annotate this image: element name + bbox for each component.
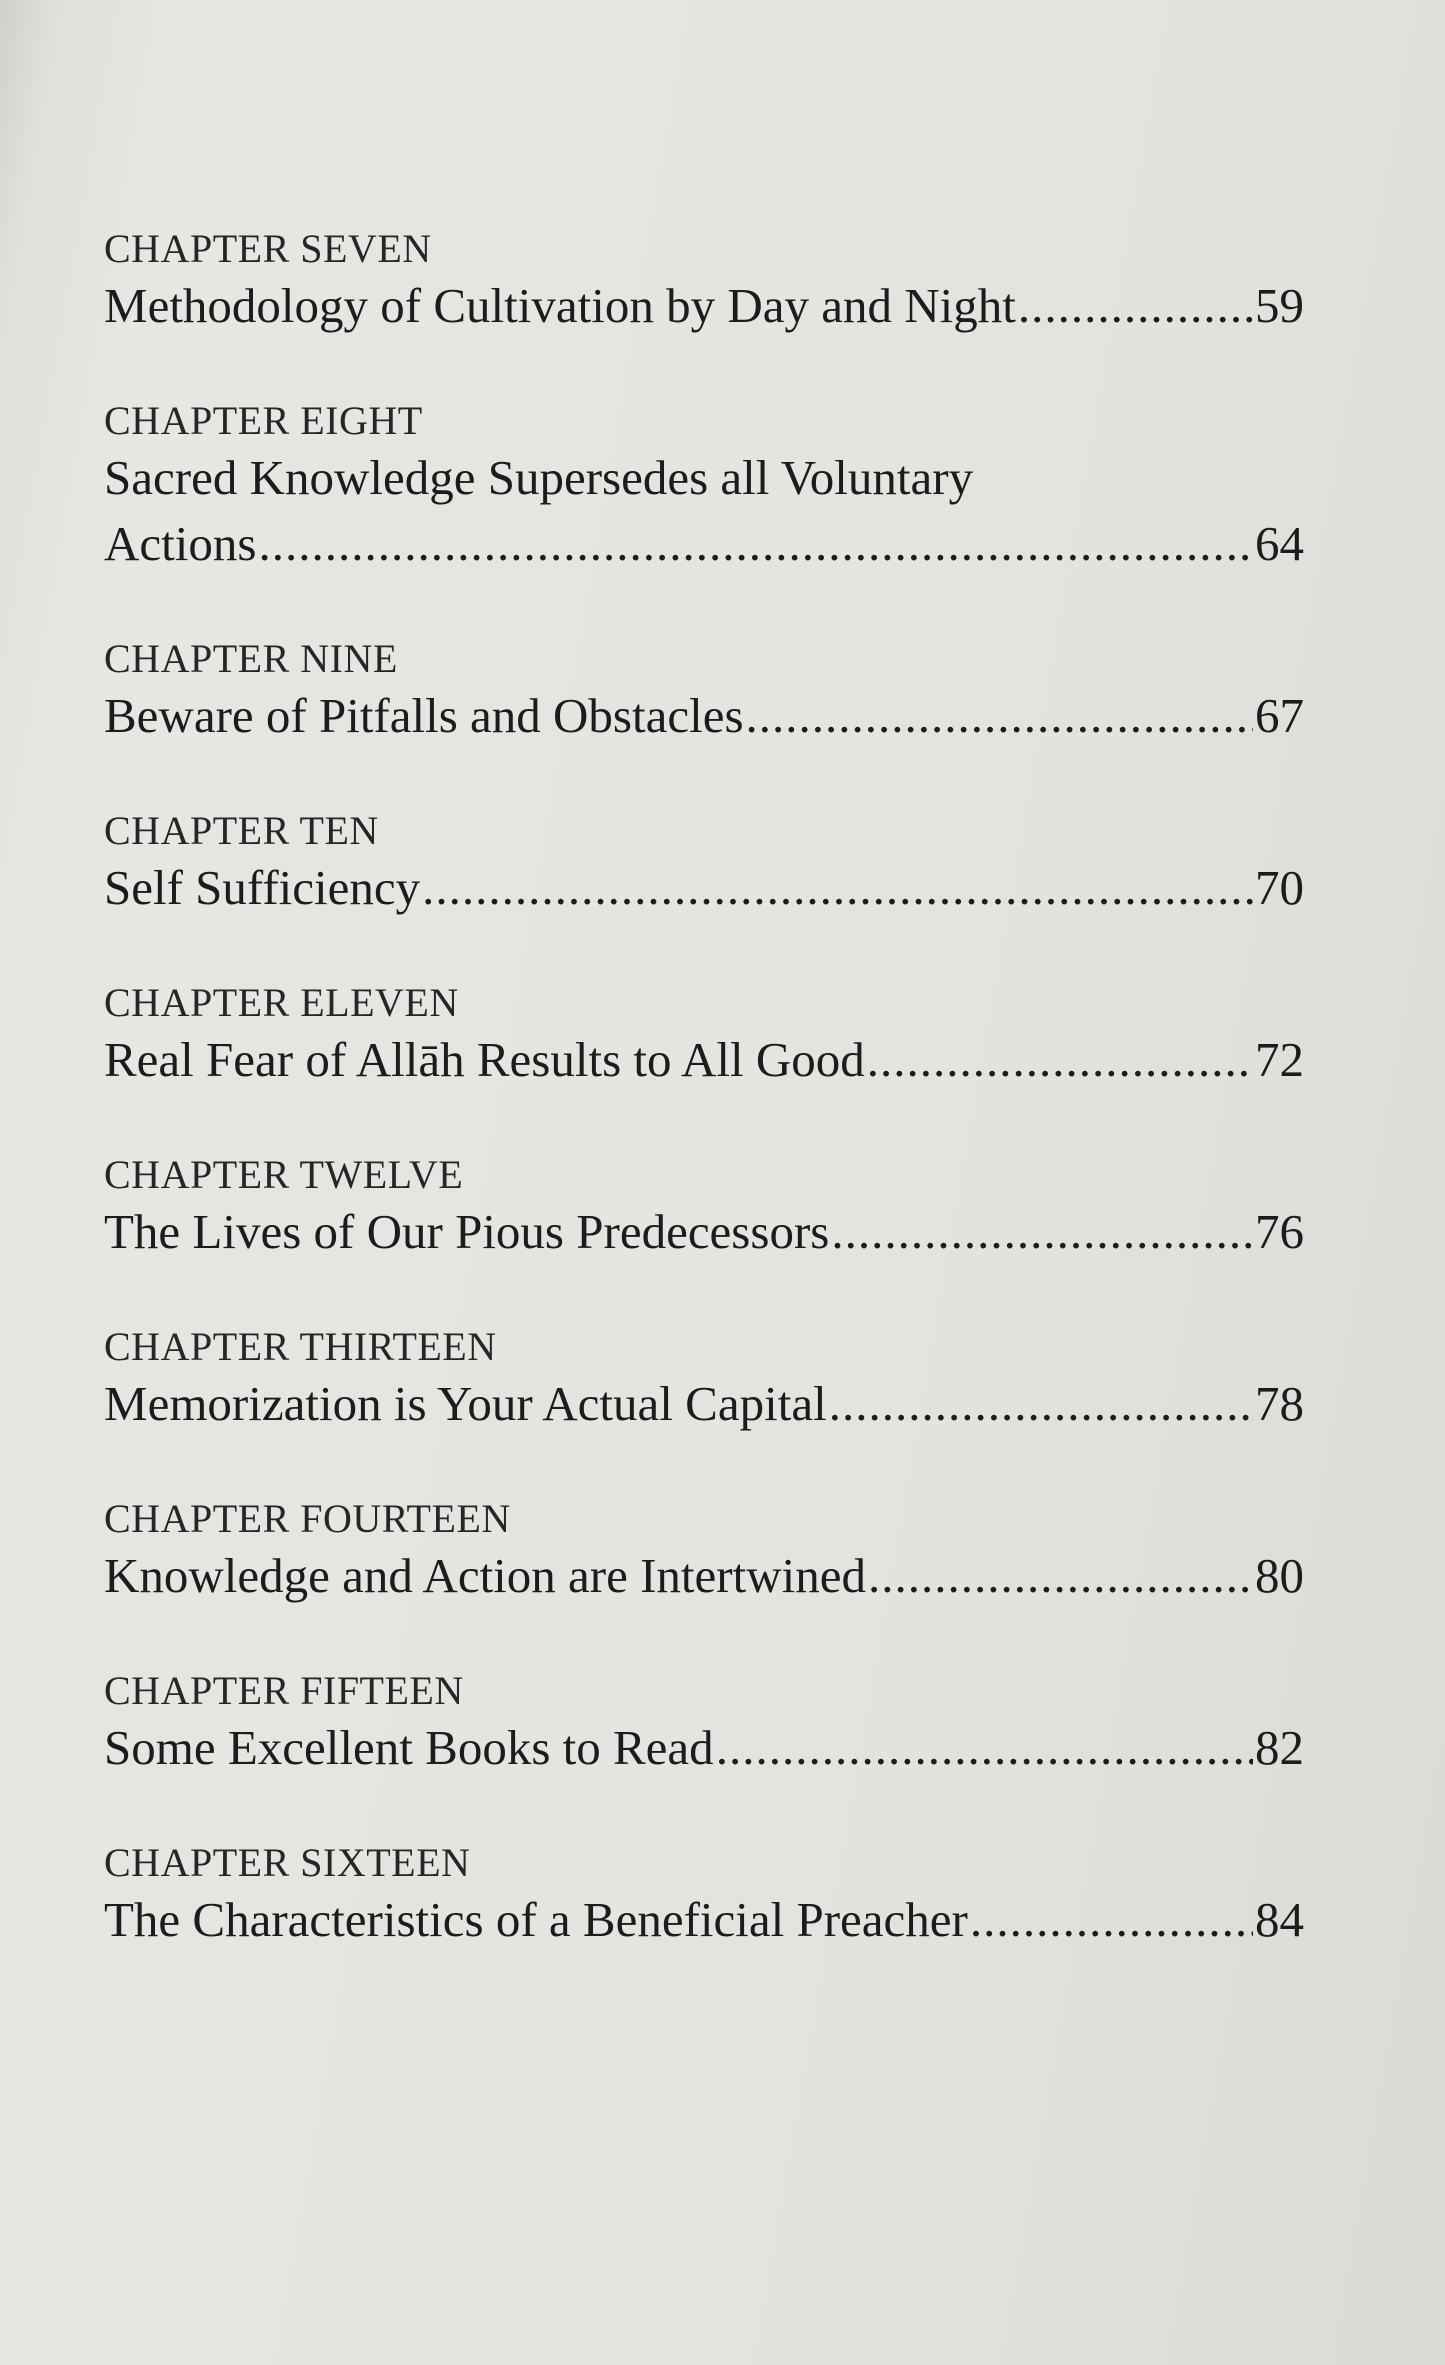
dot-leader: [1018, 273, 1253, 339]
chapter-label: CHAPTER SEVEN: [104, 226, 432, 271]
toc-entry-chapter-eight: [104, 397, 1334, 577]
dot-leader: [716, 1715, 1253, 1781]
toc-line: [104, 1199, 1304, 1265]
chapter-title: Some Excellent Books to Read: [104, 1720, 714, 1775]
toc-entry-chapter-thirteen: [104, 1323, 1334, 1437]
toc-line: [104, 1543, 1304, 1609]
table-of-contents: [104, 225, 1334, 2011]
toc-line: [104, 1371, 1304, 1437]
page-number: 59: [1255, 278, 1304, 333]
toc-entry-chapter-seven: [104, 225, 1334, 339]
toc-entry-chapter-fifteen: [104, 1667, 1334, 1781]
page-number: 76: [1255, 1204, 1304, 1259]
page-number: 84: [1255, 1892, 1304, 1947]
dot-leader: [970, 1887, 1253, 1953]
chapter-label: CHAPTER FOURTEEN: [104, 1496, 511, 1541]
dot-leader: [868, 1543, 1253, 1609]
chapter-title: Beware of Pitfalls and Obstacles: [104, 688, 744, 743]
chapter-title-line-1: Sacred Knowledge Supersedes all Voluntary: [104, 450, 974, 505]
toc-entry-chapter-ten: [104, 807, 1334, 921]
toc-entry-chapter-eleven: [104, 979, 1334, 1093]
toc-entry-chapter-sixteen: [104, 1839, 1334, 1953]
chapter-label: CHAPTER EIGHT: [104, 398, 423, 443]
page-number: 82: [1255, 1720, 1304, 1775]
page-number: 67: [1255, 688, 1304, 743]
toc-line: [104, 855, 1304, 921]
chapter-label: CHAPTER FIFTEEN: [104, 1668, 464, 1713]
chapter-label: CHAPTER NINE: [104, 636, 398, 681]
chapter-title: The Lives of Our Pious Predecessors: [104, 1204, 830, 1259]
toc-line: [104, 1715, 1304, 1781]
toc-entry-chapter-nine: [104, 635, 1334, 749]
toc-entry-chapter-fourteen: [104, 1495, 1334, 1609]
chapter-label: CHAPTER TEN: [104, 808, 379, 853]
chapter-title: Memorization is Your Actual Capital: [104, 1376, 827, 1431]
chapter-title: Self Sufficiency: [104, 860, 421, 915]
chapter-title: Methodology of Cultivation by Day and Night: [104, 278, 1016, 333]
page-number: 64: [1255, 516, 1304, 571]
toc-line: [104, 511, 1304, 577]
dot-leader: [746, 683, 1253, 749]
toc-line: [104, 683, 1304, 749]
toc-line: [104, 273, 1304, 339]
page-number: 72: [1255, 1032, 1304, 1087]
page-number: 78: [1255, 1376, 1304, 1431]
chapter-title: Knowledge and Action are Intertwined: [104, 1548, 866, 1603]
dot-leader: [829, 1371, 1253, 1437]
chapter-label: CHAPTER ELEVEN: [104, 980, 459, 1025]
toc-line: [104, 1027, 1304, 1093]
dot-leader: [867, 1027, 1253, 1093]
chapter-label: CHAPTER SIXTEEN: [104, 1840, 471, 1885]
chapter-title: Actions: [104, 516, 257, 571]
dot-leader: [258, 511, 1253, 577]
dot-leader: [831, 1199, 1253, 1265]
dot-leader: [422, 855, 1253, 921]
chapter-label: CHAPTER THIRTEEN: [104, 1324, 497, 1369]
page-number: 80: [1255, 1548, 1304, 1603]
page-number: 70: [1255, 860, 1304, 915]
chapter-label: CHAPTER TWELVE: [104, 1152, 464, 1197]
toc-line: [104, 1887, 1304, 1953]
chapter-title: Real Fear of Allāh Results to All Good: [104, 1032, 865, 1087]
chapter-title: The Characteristics of a Beneficial Preacher: [104, 1892, 968, 1947]
toc-entry-chapter-twelve: [104, 1151, 1334, 1265]
